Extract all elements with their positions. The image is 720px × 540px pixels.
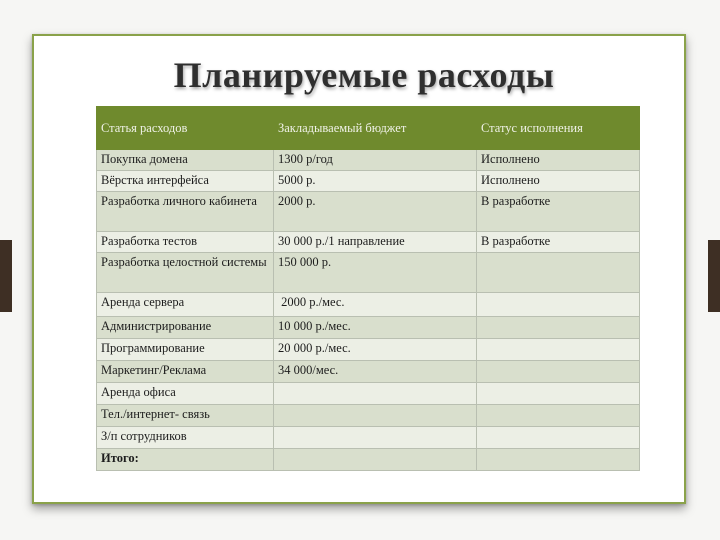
cell-item: Разработка тестов bbox=[97, 232, 274, 253]
cell-budget: 2000 р./мес. bbox=[274, 293, 477, 317]
cell-status bbox=[477, 427, 640, 449]
cell-item: Маркетинг/Реклама bbox=[97, 361, 274, 383]
cell-status bbox=[477, 449, 640, 471]
table-row bbox=[97, 339, 640, 361]
header-budget: Закладываемый бюджет bbox=[274, 107, 477, 150]
table-header-row bbox=[97, 107, 640, 150]
cell-budget bbox=[274, 383, 477, 405]
cell-status bbox=[477, 383, 640, 405]
cell-status bbox=[477, 339, 640, 361]
cell-budget: 5000 р. bbox=[274, 171, 477, 192]
cell-budget: 20 000 р./мес. bbox=[274, 339, 477, 361]
table-row bbox=[97, 317, 640, 339]
cell-item: Покупка домена bbox=[97, 150, 274, 171]
cell-item: З/п сотрудников bbox=[97, 427, 274, 449]
right-decor-bar bbox=[708, 240, 720, 312]
cell-item: Разработка целостной системы bbox=[97, 253, 274, 293]
table-row bbox=[97, 361, 640, 383]
budget-table bbox=[96, 106, 640, 471]
cell-item: Администрирование bbox=[97, 317, 274, 339]
cell-status: В разработке bbox=[477, 232, 640, 253]
cell-status: В разработке bbox=[477, 192, 640, 232]
table-row bbox=[97, 293, 640, 317]
cell-budget bbox=[274, 427, 477, 449]
cell-item: Вёрстка интерфейса bbox=[97, 171, 274, 192]
table-row bbox=[97, 192, 640, 232]
cell-item: Аренда офиса bbox=[97, 383, 274, 405]
cell-budget bbox=[274, 449, 477, 471]
cell-budget bbox=[274, 405, 477, 427]
table-row bbox=[97, 232, 640, 253]
cell-budget: 10 000 р./мес. bbox=[274, 317, 477, 339]
cell-status: Исполнено bbox=[477, 171, 640, 192]
cell-budget: 2000 р. bbox=[274, 192, 477, 232]
cell-status bbox=[477, 317, 640, 339]
cell-status bbox=[477, 405, 640, 427]
header-expense-item: Статья расходов bbox=[97, 107, 274, 150]
table-row bbox=[97, 150, 640, 171]
cell-item: Программирование bbox=[97, 339, 274, 361]
cell-item: Аренда сервера bbox=[97, 293, 274, 317]
slide-title: Планируемые расходы bbox=[173, 55, 555, 95]
table-row bbox=[97, 427, 640, 449]
cell-status bbox=[477, 293, 640, 317]
left-decor-bar bbox=[0, 240, 12, 312]
table-row bbox=[97, 171, 640, 192]
table-row bbox=[97, 383, 640, 405]
cell-item: Разработка личного кабинета bbox=[97, 192, 274, 232]
cell-status bbox=[477, 253, 640, 293]
table-row bbox=[97, 253, 640, 293]
header-status: Статус исполнения bbox=[477, 107, 640, 150]
cell-budget: 34 000/мес. bbox=[274, 361, 477, 383]
cell-total-label: Итого: bbox=[97, 449, 274, 471]
table-row-total bbox=[97, 449, 640, 471]
cell-item: Тел./интернет- связь bbox=[97, 405, 274, 427]
cell-budget: 1300 р/год bbox=[274, 150, 477, 171]
cell-status bbox=[477, 361, 640, 383]
table-row bbox=[97, 405, 640, 427]
cell-status: Исполнено bbox=[477, 150, 640, 171]
cell-budget: 30 000 р./1 направление bbox=[274, 232, 477, 253]
cell-budget: 150 000 р. bbox=[274, 253, 477, 293]
slide-frame bbox=[32, 34, 686, 504]
